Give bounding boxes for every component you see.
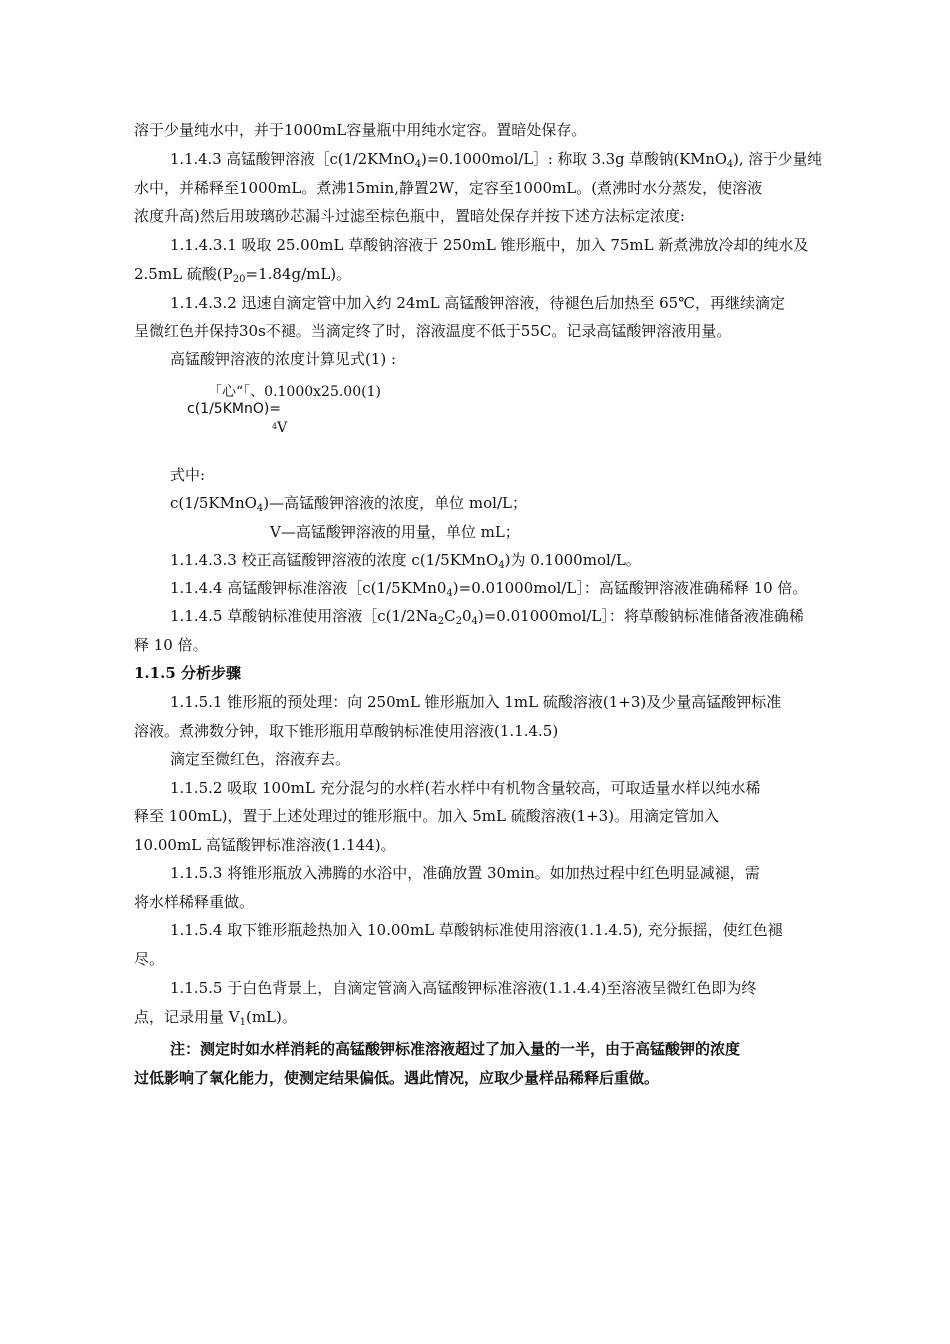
subscript: 1 xyxy=(239,1017,246,1028)
text: 1.1.4.3.3 校正高锰酸钾溶液的浓度 c(1/5KMnO xyxy=(170,551,499,569)
text-line: 10.00mL 高锰酸钾标准溶液(1.144)。 xyxy=(134,836,396,854)
text: 1.1.4.3 高锰酸钾溶液［c(1/2KMnO xyxy=(170,150,415,168)
text: )=0.1000mol/L］: 称取 3.3g 草酸钠(KMnO xyxy=(421,150,727,168)
text-line: 释至 100mL)，置于上述处理过的锥形瓶中。加入 5mL 硫酸溶液(1+3)。用滴定管加入 xyxy=(134,807,720,825)
text: 1.1.4.4 高锰酸钾标准溶液［c(1/5KMn0 xyxy=(170,579,447,597)
formula-line-2: c(1/5KMnO)= xyxy=(187,401,282,417)
text: )=0.01000mol/L］：高锰酸钾溶液准确稀释 10 倍。 xyxy=(452,579,808,597)
section-1-1-5-1: 1.1.5.1 锥形瓶的预处理：向 250mL 锥形瓶加入 1mL 硫酸溶液(1+3)及少量高锰酸钾标准 xyxy=(170,693,782,711)
text-line: 尽。 xyxy=(134,950,165,968)
formula-line-1: 「心“「、0.1000x25.00(1) xyxy=(208,384,381,400)
text-line: 溶于少量纯水中，并于1000mL容量瓶中用纯水定容。置暗处保存。 xyxy=(134,121,587,139)
text-line: 溶液。煮沸数分钟，取下锥形瓶用草酸钠标准使用溶液(1.1.4.5) xyxy=(134,722,559,740)
subscript: 4 xyxy=(498,560,505,571)
text: (mL)。 xyxy=(245,1008,297,1026)
text: V xyxy=(277,420,288,436)
subscript: 20 xyxy=(232,274,246,285)
section-1-1-5-4: 1.1.5.4 取下锥形瓶趁热加入 10.00mL 草酸钠标准使用溶液(1.1.4.5), 充分振摇，使红色褪 xyxy=(170,921,783,939)
text: 点，记录用量 V xyxy=(134,1008,240,1026)
note-line-2: 过低影响了氧化能力，使测定结果偏低。遇此情况，应取少量样品稀释后重做。 xyxy=(134,1069,660,1087)
text: C xyxy=(444,607,456,625)
text: 2.5mL 硫酸(P xyxy=(134,265,233,283)
definition-v: V—高锰酸钾溶液的用量，单位 mL； xyxy=(270,523,520,541)
note-line-1: 注：测定时如水样消耗的高锰酸钾标准溶液超过了加入量的一半，由于高锰酸钾的浓度 xyxy=(170,1040,741,1058)
subscript: 2 xyxy=(455,616,462,627)
formula-line-3 xyxy=(272,417,287,438)
text-line: 将水样稀释重做。 xyxy=(134,893,255,911)
subscript: 2 xyxy=(437,616,445,627)
formula-intro: 高锰酸钾溶液的浓度计算见式(1) : xyxy=(170,350,397,368)
text: ), 溶于少量纯 xyxy=(733,150,823,168)
section-1-1-4-3-2: 1.1.4.3.2 迅速自滴定管中加入约 24mL 高锰酸钾溶液，待褪色后加热至 65℃，再继续滴定 xyxy=(170,294,786,312)
section-1-1-4-4 xyxy=(170,578,807,604)
subscript: 4 xyxy=(414,159,422,170)
text-line: 呈微红色并保持30s不褪。当滴定终了时，溶液温度不低于55C。记录高锰酸钾溶液用量。 xyxy=(134,322,732,340)
subscript: 4 xyxy=(726,159,734,170)
section-1-1-4-3-1: 1.1.4.3.1 吸取 25.00mL 草酸钠溶液于 250mL 锥形瓶中，加入 75mL 新煮沸放冷却的纯水及 xyxy=(170,236,809,254)
text-line: 水中，并稀释至1000mL。煮沸15min,静置2W，定容至1000mL。(煮沸时水分蒸发，使溶液 xyxy=(134,179,763,197)
text-line: 浓度升高)然后用玻璃砂芯漏斗过滤至棕色瓶中，置暗处保存并按下述方法标定浓度: xyxy=(134,207,685,225)
subscript: 4 xyxy=(272,422,278,431)
section-heading-1-1-5: 1.1.5 分析步骤 xyxy=(134,664,241,682)
definition-c xyxy=(170,493,527,519)
text-line xyxy=(134,264,351,290)
text: )=0.01000mol/L］：将草酸钠标准储备液准确稀 xyxy=(477,607,804,625)
text-line: 滴定至微红色，溶液弃去。 xyxy=(170,750,351,768)
section-1-1-5-5: 1.1.5.5 于白色背景上，自滴定管滴入高锰酸钾标准溶液(1.1.4.4)至溶液呈微红色即为终 xyxy=(170,979,757,997)
text: )为 0.1000mol/L。 xyxy=(504,551,641,569)
section-1-1-4-3-3 xyxy=(170,550,641,576)
text: 0 xyxy=(461,607,472,625)
text-line xyxy=(134,1007,297,1033)
section-1-1-5-3: 1.1.5.3 将锥形瓶放入沸腾的水浴中，准确放置 30min。如加热过程中红色明显减褪，需 xyxy=(170,864,760,882)
section-1-1-4-3 xyxy=(170,149,822,175)
subscript: 4 xyxy=(446,588,453,599)
section-1-1-4-5 xyxy=(170,606,804,632)
text: )—高锰酸钾溶液的浓度，单位 mol/L； xyxy=(263,494,527,512)
subscript: 4 xyxy=(471,616,478,627)
section-1-1-5-2: 1.1.5.2 吸取 100mL 充分混匀的水样(若水样中有机物含量较高，可取适量水样以纯水稀 xyxy=(170,779,761,797)
subscript: 4 xyxy=(256,503,264,514)
text: 1.1.4.5 草酸钠标准使用溶液［c(1/2Na xyxy=(170,607,438,625)
where-label: 式中: xyxy=(170,466,206,484)
text: =1.84g/mL)。 xyxy=(245,265,352,283)
text-line: 释 10 倍。 xyxy=(134,636,208,654)
text: c(1/5KMnO xyxy=(170,494,257,512)
